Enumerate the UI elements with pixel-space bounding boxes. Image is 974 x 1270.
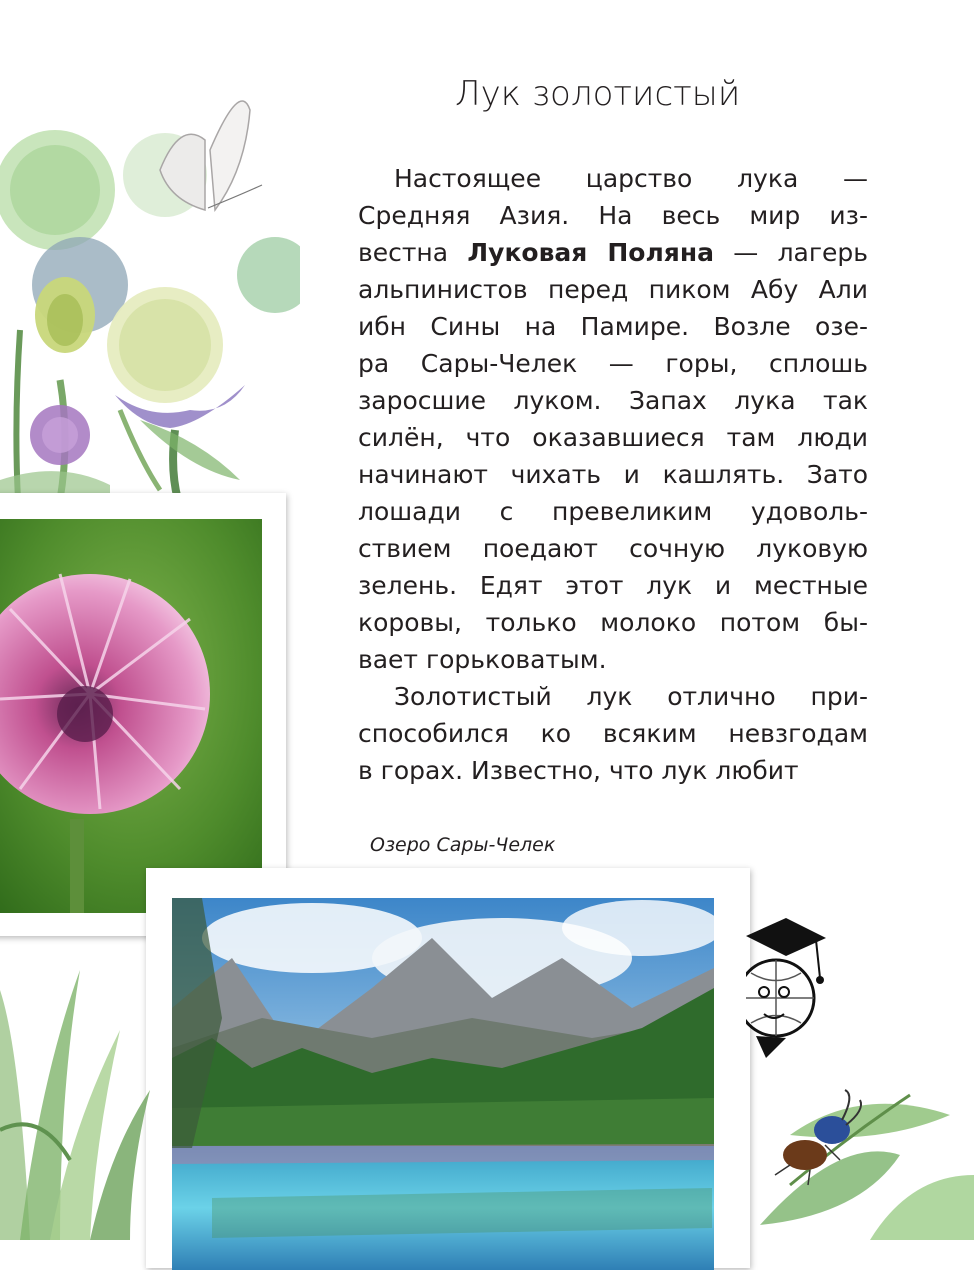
text-line: Золотистый лук отлично при- <box>394 682 868 711</box>
text-line: Настоящее царство лука — <box>394 164 868 193</box>
text-line: зелень. Едят этот лук и местные <box>358 571 868 600</box>
photo-caption: Озеро Сары-Челек <box>370 834 556 856</box>
grass-illustration <box>0 930 160 1240</box>
text-line: в горах. Известно, что лук любит <box>358 756 799 785</box>
text-line: вает горьковатым. <box>358 645 607 674</box>
globe-mascot-illustration <box>746 918 826 1068</box>
text-fragment: — лагерь <box>714 238 868 267</box>
text-line: способился ко всяким невзгодам <box>358 719 868 748</box>
text-line: лошади с превеликим удоволь- <box>358 497 868 526</box>
page-title: Лук золотистый <box>455 74 741 114</box>
text-line: альпинистов перед пиком Абу Али <box>358 275 868 304</box>
pink-onion-flower-photo <box>0 519 262 913</box>
article-text <box>358 160 868 789</box>
text-line: коровы, только молоко потом бы- <box>358 608 868 637</box>
text-line: ибн Сины на Памире. Возле озе- <box>358 312 868 341</box>
text-line: заросшие луком. Запах лука так <box>358 386 868 415</box>
text-line: Средняя Азия. На весь мир из- <box>358 201 868 230</box>
text-line <box>358 234 868 271</box>
lake-landscape-photo <box>172 898 714 1270</box>
text-line: силён, что оказавшиеся там люди <box>358 423 868 452</box>
paragraph-2 <box>358 678 868 789</box>
photo-frame-lake <box>146 868 750 1268</box>
paragraph-1 <box>358 160 868 678</box>
beetle-leaves-illustration <box>750 1075 974 1240</box>
butterfly-icon <box>160 101 262 210</box>
onion-flowers-illustration <box>0 80 300 500</box>
text-line: начинают чихать и кашлять. Зато <box>358 460 868 489</box>
text-fragment: вестна <box>358 238 468 267</box>
bold-term: Луковая Поляна <box>467 238 714 267</box>
text-line: ствием поедают сочную луковую <box>358 534 868 563</box>
text-line: ра Сары-Челек — горы, сплошь <box>358 349 868 378</box>
